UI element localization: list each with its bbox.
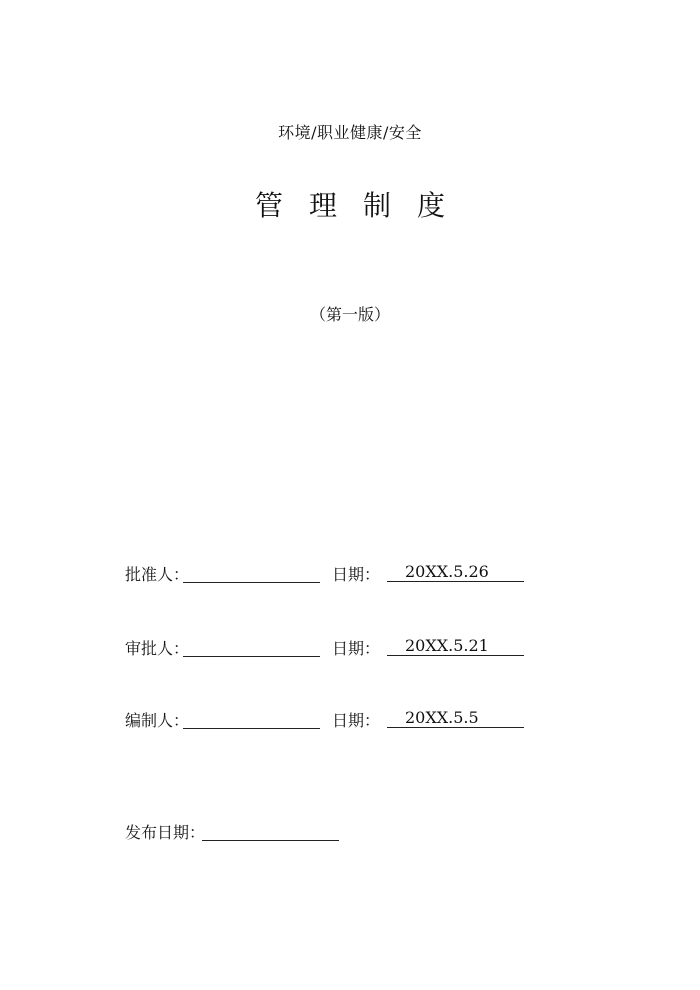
approver-signature-line: [183, 562, 320, 583]
compiler-label: 编制人：: [125, 711, 190, 730]
reviewer-date-value: 20XX.5.21: [387, 636, 524, 656]
reviewer-signature-line: [183, 636, 320, 657]
release-date-line: [202, 820, 339, 841]
compiler-date-label: 日期：: [332, 711, 381, 730]
document-subtitle: 环境/职业健康/安全: [278, 123, 422, 142]
compiler-date-value: 20XX.5.5: [387, 708, 524, 728]
approver-date-value: 20XX.5.26: [387, 562, 524, 582]
approver-label: 批准人：: [125, 565, 190, 584]
reviewer-date-label: 日期：: [332, 639, 381, 658]
edition-label: （第一版）: [309, 305, 390, 324]
reviewer-label: 审批人：: [125, 639, 190, 658]
release-date-label: 发布日期：: [125, 823, 206, 842]
compiler-signature-line: [183, 708, 320, 729]
approver-date-label: 日期：: [332, 565, 381, 584]
document-title: 管理制度: [254, 189, 471, 222]
